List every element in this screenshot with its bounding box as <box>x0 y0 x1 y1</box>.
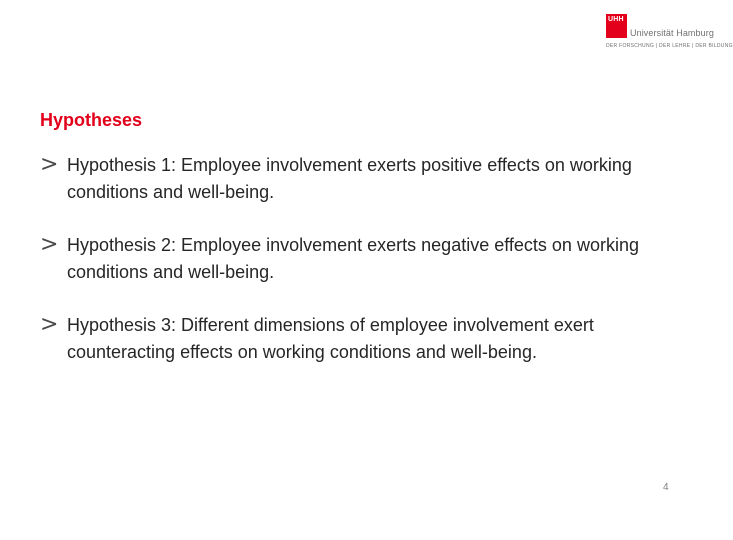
hypotheses-list <box>40 152 680 392</box>
hypothesis-text-2: Hypothesis 2: Employee involvement exerts negative effects on working conditions and well-being. <box>67 235 639 282</box>
uhh-logo-mark-text: UHH <box>608 16 624 23</box>
hypothesis-text-3: Hypothesis 3: Different dimensions of employee involvement exert counteracting effects on working conditions and well-being. <box>67 315 594 362</box>
hypothesis-item-1 <box>40 152 680 206</box>
hypothesis-item-2 <box>40 232 680 286</box>
slide-title: Hypotheses <box>40 110 143 130</box>
chevron-right-icon: > <box>40 152 59 177</box>
chevron-right-icon: > <box>40 312 59 337</box>
uhh-logo-mark <box>606 14 627 38</box>
hypothesis-item-3 <box>40 312 680 366</box>
university-tagline: DER FORSCHUNG | DER LEHRE | DER BILDUNG <box>606 43 733 49</box>
hypothesis-text-1: Hypothesis 1: Employee involvement exerts positive effects on working conditions and well-being. <box>67 155 632 202</box>
university-logo <box>606 14 733 54</box>
university-wordmark: Universität Hamburg <box>630 28 714 38</box>
chevron-right-icon: > <box>40 232 59 257</box>
page-number: 4 <box>663 482 669 493</box>
